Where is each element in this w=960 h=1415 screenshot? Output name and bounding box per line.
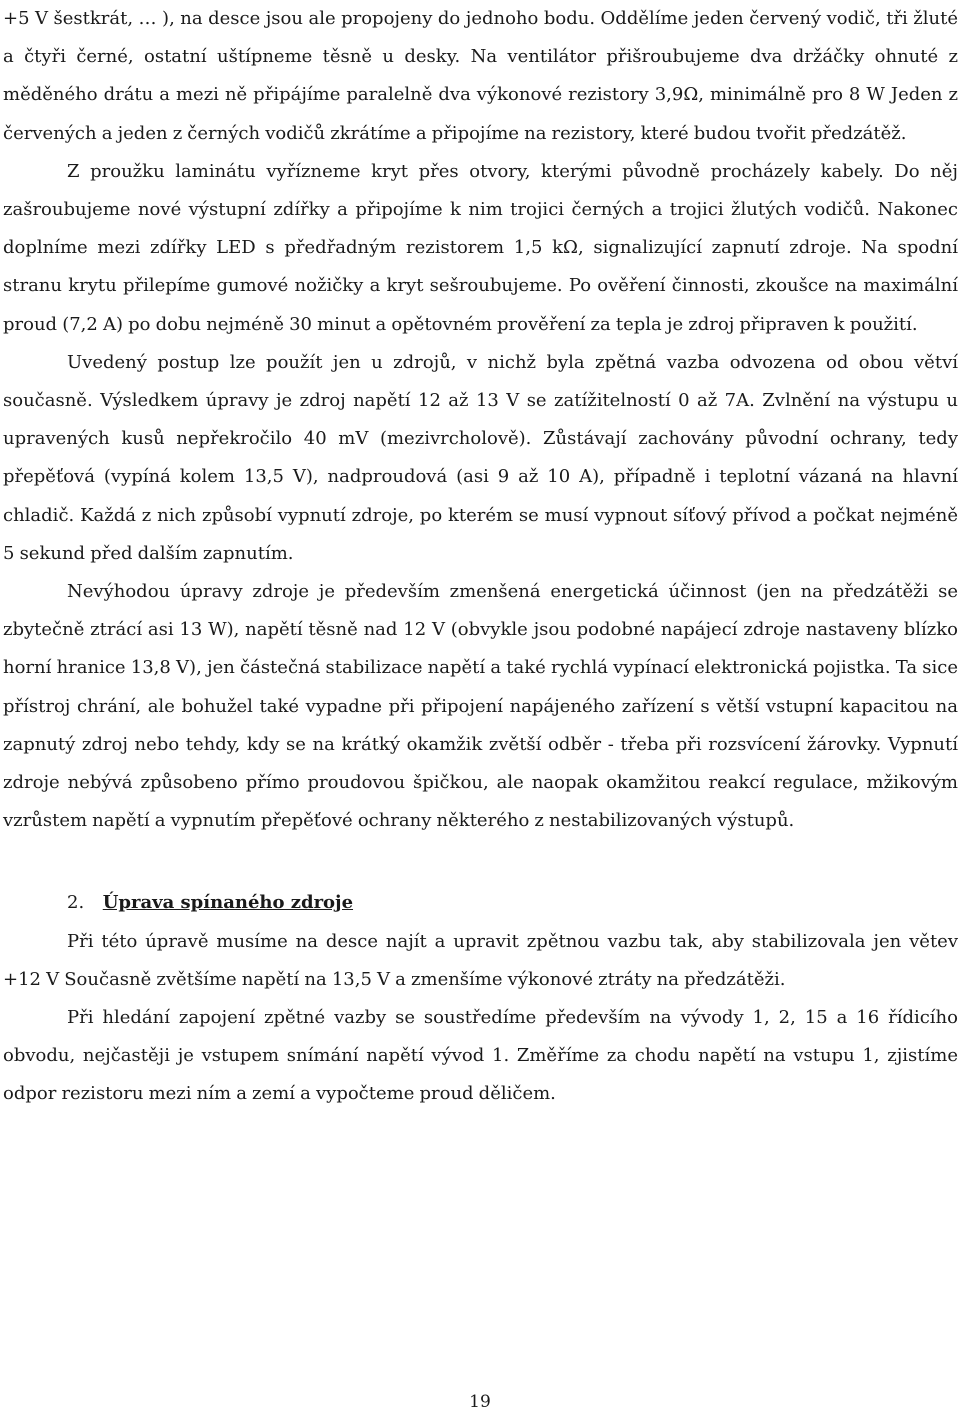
section-heading — [3, 884, 958, 922]
document-page — [3, 0, 958, 1114]
page-number: 19 — [469, 1392, 491, 1412]
paragraph-feedback-search: Při hledání zapojení zpětné vazby se soustředíme především na vývody 1, 2, 15 a 16 řídicího obvodu, nejčastěji je vstupem snímání napětí vývod 1. Změříme za chodu napětí na vstupu 1, zjistíme odpor rezistoru mezi ním a zemí a vypočteme proud děličem. — [3, 1007, 958, 1105]
paragraph-cover-assembly: Z proužku laminátu vyřízneme kryt přes otvory, kterými původně procházely kabely. Do něj zašroubujeme nové výstupní zdířky a připojíme k nim trojici černých a trojici žlutých vodičů. Nakonec doplníme mezi zdířky LED s předřadným rezistorem 1,5 kΩ, signalizující zapnutí zdroje. Na spodní stranu krytu přilepíme gumové nožičky a kryt sešroubujeme. Po ověření činnosti, zkoušce na maximální proud (7,2 A) po dobu nejméně 30 minut a opětovném prověření za tepla je zdroj připraven k použití. — [3, 160, 958, 335]
paragraph-feedback-modification: Při této úpravě musíme na desce najít a upravit zpětnou vazbu tak, aby stabilizovala jen větev +12 V Současně zvětšíme napětí na 13,5 V a zmenšíme výkonové ztráty na předzátěži. — [3, 930, 958, 990]
section-number: 2. — [67, 892, 85, 914]
paragraph-results: Uvedený postup lze použít jen u zdrojů, v nichž byla zpětná vazba odvozena od obou větví současně. Výsledkem úpravy je zdroj napětí 12 až 13 V se zatížitelností 0 až 7A. Zvlnění na výstupu u upravených kusů nepřekročilo 40 mV (mezivrcholově). Zůstávají zachovány původní ochrany, tedy přepěťová (vypíná kolem 13,5 V), nadproudová (asi 9 až 10 A), případně i teplotní vázaná na hlavní chladič. Každá z nich způsobí vypnutí zdroje, po kterém se musí vypnout síťový přívod a počkat nejméně 5 sekund před dalším zapnutím. — [3, 351, 958, 564]
paragraph-continuation: +5 V šestkrát, … ), na desce jsou ale propojeny do jednoho bodu. Oddělíme jeden červený vodič, tři žluté a čtyři černé, ostatní uštípneme těsně u desky. Na ventilátor přišroubujeme dva držáčky ohnuté z měděného drátu a mezi ně připájíme paralelně dva výkonové rezistory 3,9Ω, minimálně pro 8 W Jeden z červených a jeden z černých vodičů zkrátíme a připojíme na rezistory, které budou tvořit předzátěž. — [3, 8, 958, 144]
section-title: Úprava spínaného zdroje — [102, 892, 354, 914]
paragraph-disadvantages: Nevýhodou úpravy zdroje je především zmenšená energetická účinnost (jen na předzátěži se zbytečně ztrácí asi 13 W), napětí těsně nad 12 V (obvykle jsou podobné napájecí zdroje nastaveny blízko horní hranice 13,8 V), jen částečná stabilizace napětí a také rychlá vypínací elektronická pojistka. Ta sice přístroj chrání, ale bohužel také vypadne při připojení napájeného zařízení s větší vstupní kapacitou na zapnutý zdroj nebo tehdy, kdy se na krátký okamžik zvětší odběr - třeba při rozsvícení žárovky. Vypnutí zdroje nebývá způsobeno přímo proudovou špičkou, ale naopak okamžitou reakcí regulace, mžikovým vzrůstem napětí a vypnutím přepěťové ochrany některého z nestabilizovaných výstupů. — [3, 581, 958, 832]
